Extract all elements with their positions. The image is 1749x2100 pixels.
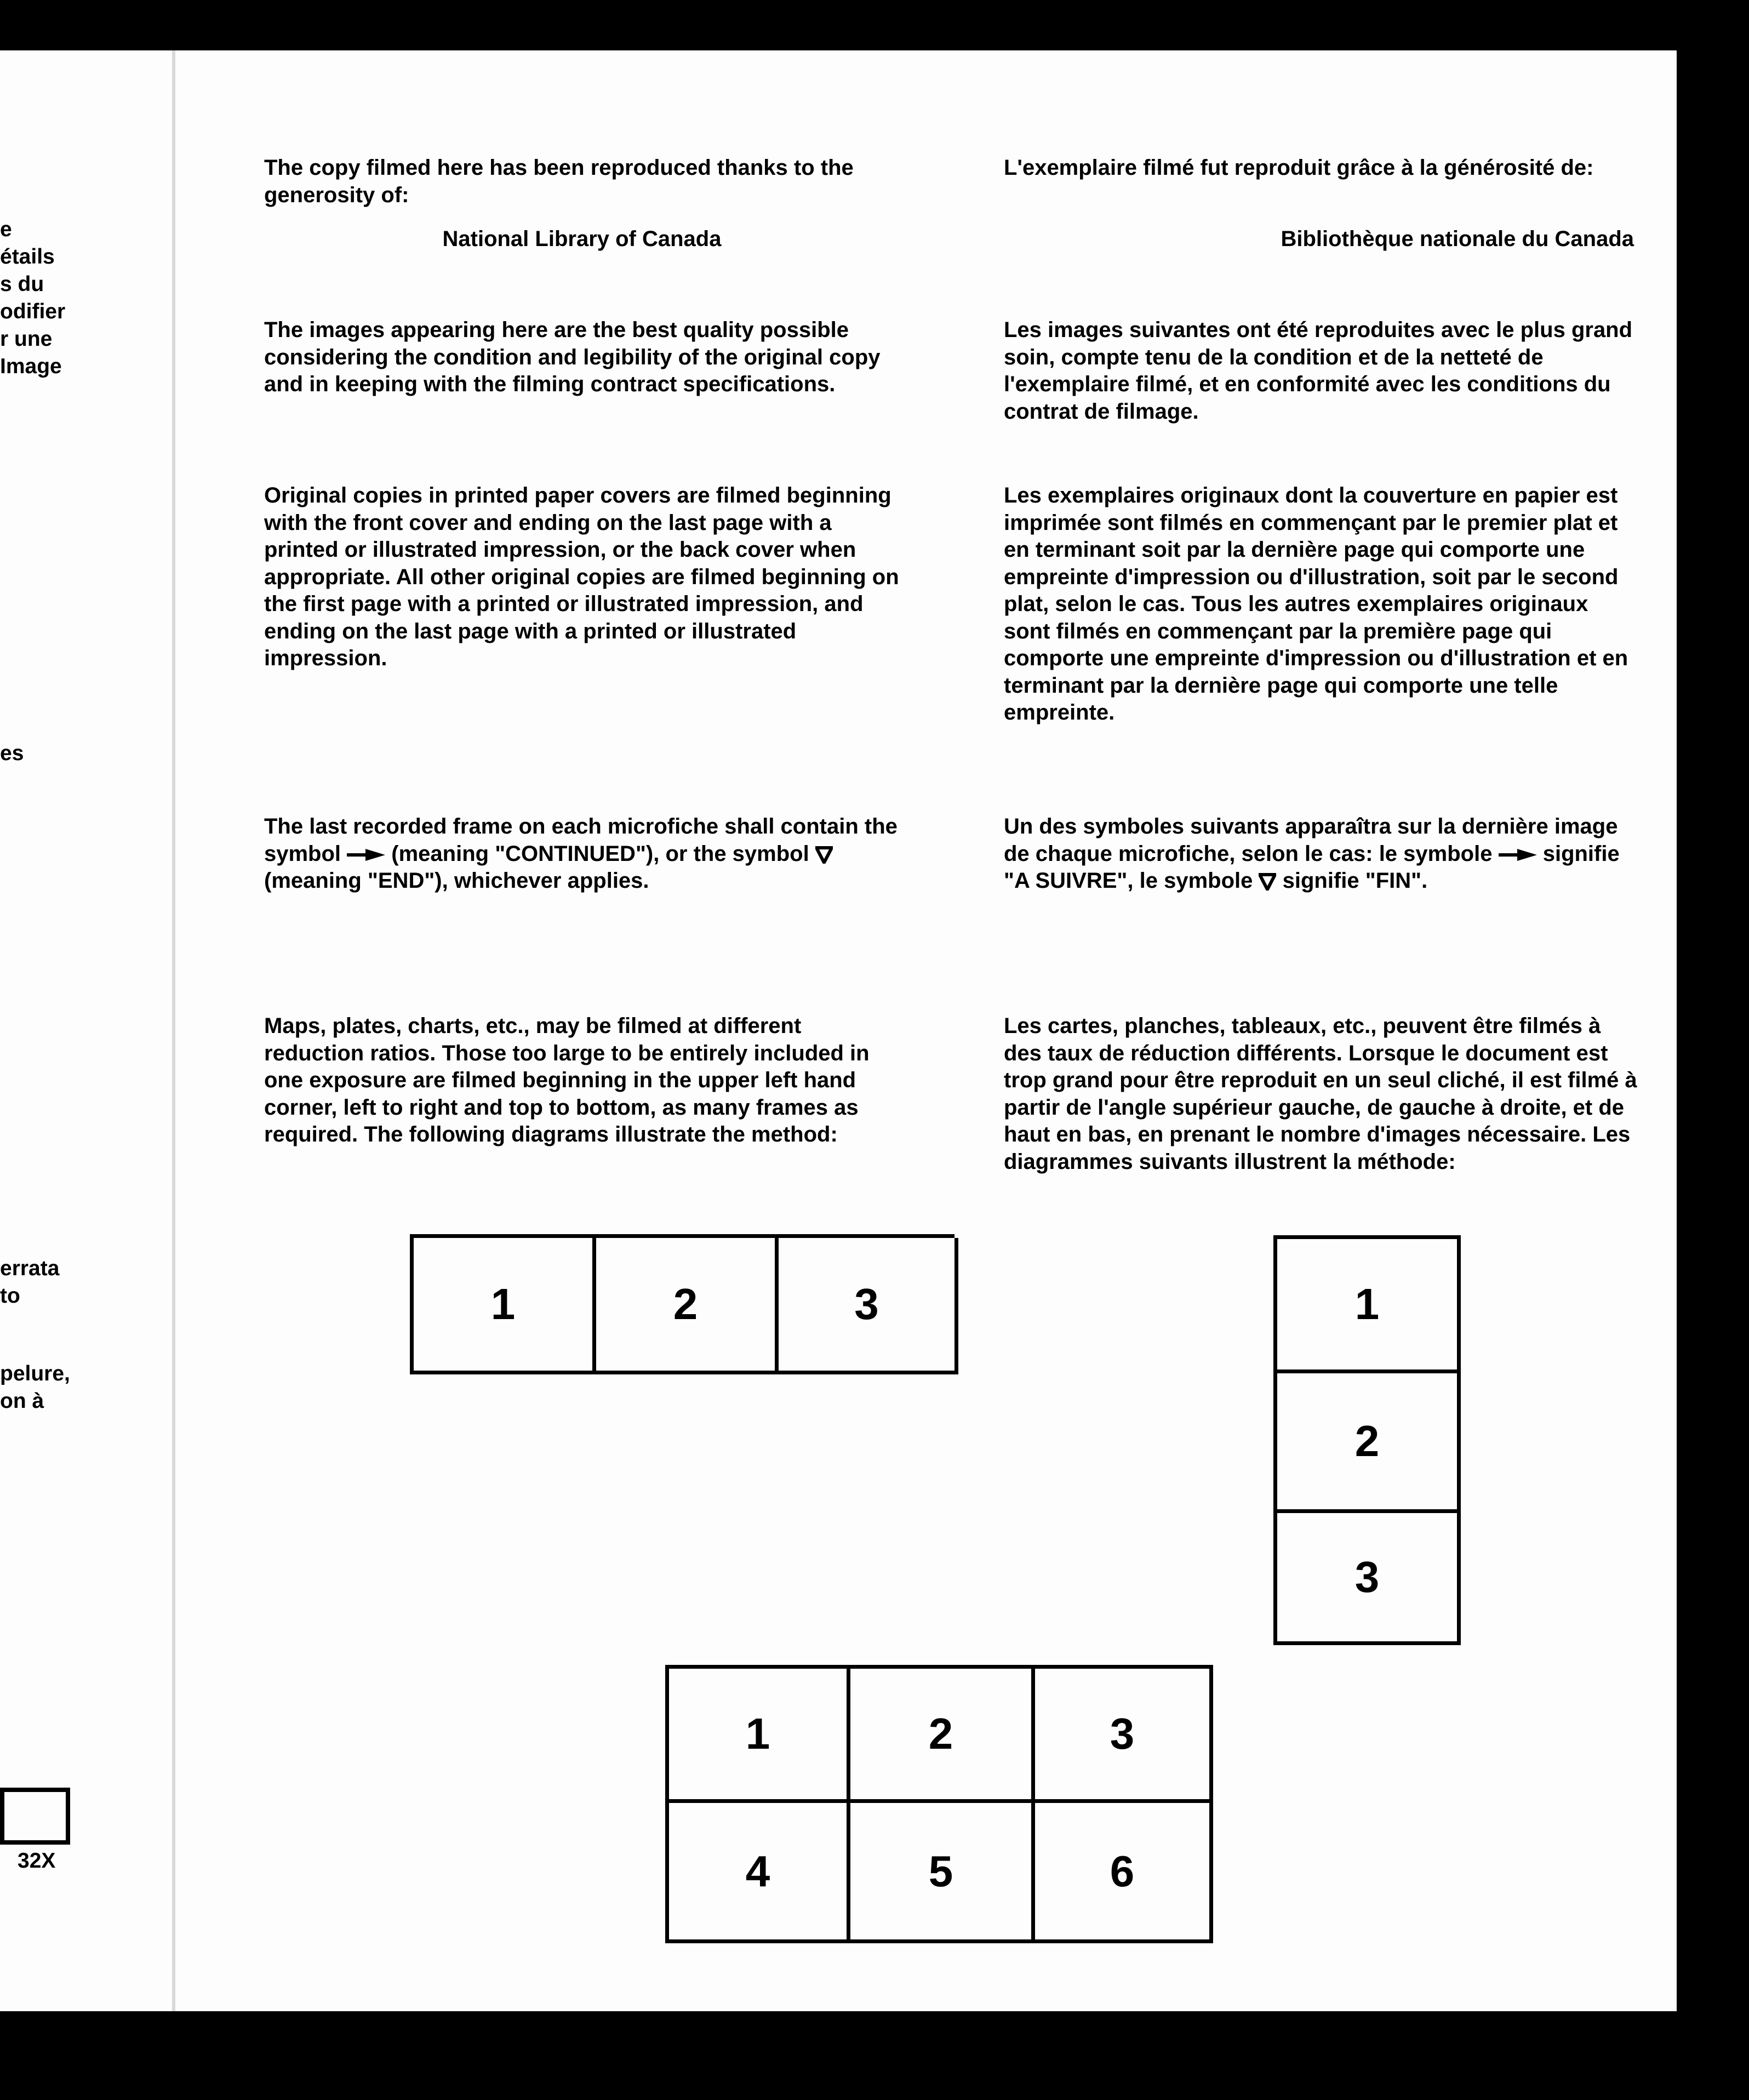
diagram-cell: 2 bbox=[596, 1238, 779, 1374]
en-quality: The images appearing here are the best quality possible considering the condition and legibility of the original copy and in keeping with the filming contract specifications. bbox=[264, 318, 881, 396]
diagram-cell: 3 bbox=[1277, 1513, 1461, 1645]
end-triangle-icon bbox=[815, 846, 833, 864]
diagram-cell: 4 bbox=[669, 1803, 850, 1943]
fr-symbols bbox=[1004, 813, 1639, 895]
prev-fragment: es bbox=[0, 741, 24, 765]
fr-credit-intro: L'exemplaire filmé fut reproduit grâce à la générosité de: bbox=[1004, 156, 1594, 180]
en-credit-intro: The copy filmed here has been reproduced thanks to the generosity of: bbox=[264, 156, 854, 207]
page-fold-edge bbox=[172, 50, 175, 2011]
continued-arrow-icon bbox=[1499, 848, 1537, 861]
prev-fragment: s du bbox=[0, 272, 44, 296]
en-institution: National Library of Canada bbox=[442, 227, 722, 251]
fr-symbols-part1: Un des symboles suivants apparaîtra sur la dernière image de chaque microfiche, selon le cas: le symbole bbox=[1004, 814, 1618, 866]
diagram-cell: 1 bbox=[669, 1669, 850, 1803]
diagram-cell: 1 bbox=[414, 1238, 596, 1374]
fr-symbols-part2: signifie "A SUIVRE", le symbole bbox=[1004, 841, 1620, 893]
microfiche-target-page bbox=[0, 50, 1677, 2011]
diagram-cell: 6 bbox=[1035, 1803, 1213, 1943]
diagram-cell: 5 bbox=[850, 1803, 1035, 1943]
prev-scale-box bbox=[0, 1788, 70, 1845]
diagram-cell: 1 bbox=[1277, 1239, 1461, 1373]
continued-arrow-icon bbox=[347, 848, 385, 861]
diagram-horizontal bbox=[410, 1234, 954, 1374]
en-maps: Maps, plates, charts, etc., may be filmed at different reduction ratios. Those too large to be entirely included in one exposure are filmed beginning in the upper left hand corner, left to right and top to bottom, as many frames as required. The following diagrams illustrate the method: bbox=[264, 1014, 870, 1146]
fr-originals: Les exemplaires originaux dont la couverture en papier est imprimée sont filmés en commençant par le premier plat et en terminant soit par la dernière page qui comporte une empreinte d'impression ou d'illustration, soit par le second plat, selon le cas. Tous les autres exemplaires originaux sont filmés en commençant par la première page qui comporte une empreinte d'impression ou d'illustration et en terminant par la dernière page qui comporte une telle empreinte. bbox=[1004, 483, 1628, 724]
en-symbols-part3: (meaning "END"), whichever applies. bbox=[264, 869, 649, 893]
prev-fragment: errata bbox=[0, 1257, 60, 1280]
en-originals: Original copies in printed paper covers are filmed beginning with the front cover and ending on the last page with a printed or illustrated impression, or the back cover when appropriate. All other original copies are filmed beginning on the first page with a printed or illustrated impression, and ending on the last page with a printed or illustrated impression. bbox=[264, 483, 899, 670]
diagram-cell: 3 bbox=[779, 1238, 958, 1374]
diagram-cell: 3 bbox=[1035, 1669, 1213, 1803]
en-symbols-part1: The last recorded frame on each microfiche shall contain the symbol bbox=[264, 814, 898, 866]
prev-fragment: odifier bbox=[0, 300, 66, 323]
prev-fragment: Image bbox=[0, 355, 62, 378]
diagram-grid bbox=[665, 1665, 1213, 1943]
diagram-vertical bbox=[1273, 1235, 1461, 1645]
prev-scale-label: 32X bbox=[18, 1849, 56, 1873]
fr-institution: Bibliothèque nationale du Canada bbox=[1281, 227, 1634, 251]
en-symbols-part2: (meaning "CONTINUED"), or the symbol bbox=[391, 841, 809, 866]
prev-fragment: e bbox=[0, 218, 12, 241]
end-triangle-icon bbox=[1259, 873, 1276, 891]
prev-fragment: on à bbox=[0, 1389, 44, 1413]
fr-symbols-part3: signifie "FIN". bbox=[1282, 869, 1428, 893]
fr-maps: Les cartes, planches, tableaux, etc., peuvent être filmés à des taux de réduction différents. Lorsque le document est trop grand pour être reproduit en un seul cliché, il est filmé à partir de l'angle supérieur gauche, de gauche à droite, et de haut en bas, en prenant le nombre d'images nécessaire. Les diagrammes suivants illustrent la méthode: bbox=[1004, 1014, 1637, 1174]
prev-fragment: to bbox=[0, 1284, 20, 1308]
prev-fragment: pelure, bbox=[0, 1362, 70, 1385]
diagram-cell: 2 bbox=[1277, 1373, 1461, 1513]
fr-quality: Les images suivantes ont été reproduites avec le plus grand soin, compte tenu de la condition et de la netteté de l'exemplaire filmé, et en conformité avec les conditions du contrat de filmage. bbox=[1004, 318, 1633, 424]
en-symbols bbox=[264, 813, 900, 895]
prev-fragment: étails bbox=[0, 245, 55, 269]
prev-fragment: r une bbox=[0, 327, 53, 351]
diagram-cell: 2 bbox=[850, 1669, 1035, 1803]
